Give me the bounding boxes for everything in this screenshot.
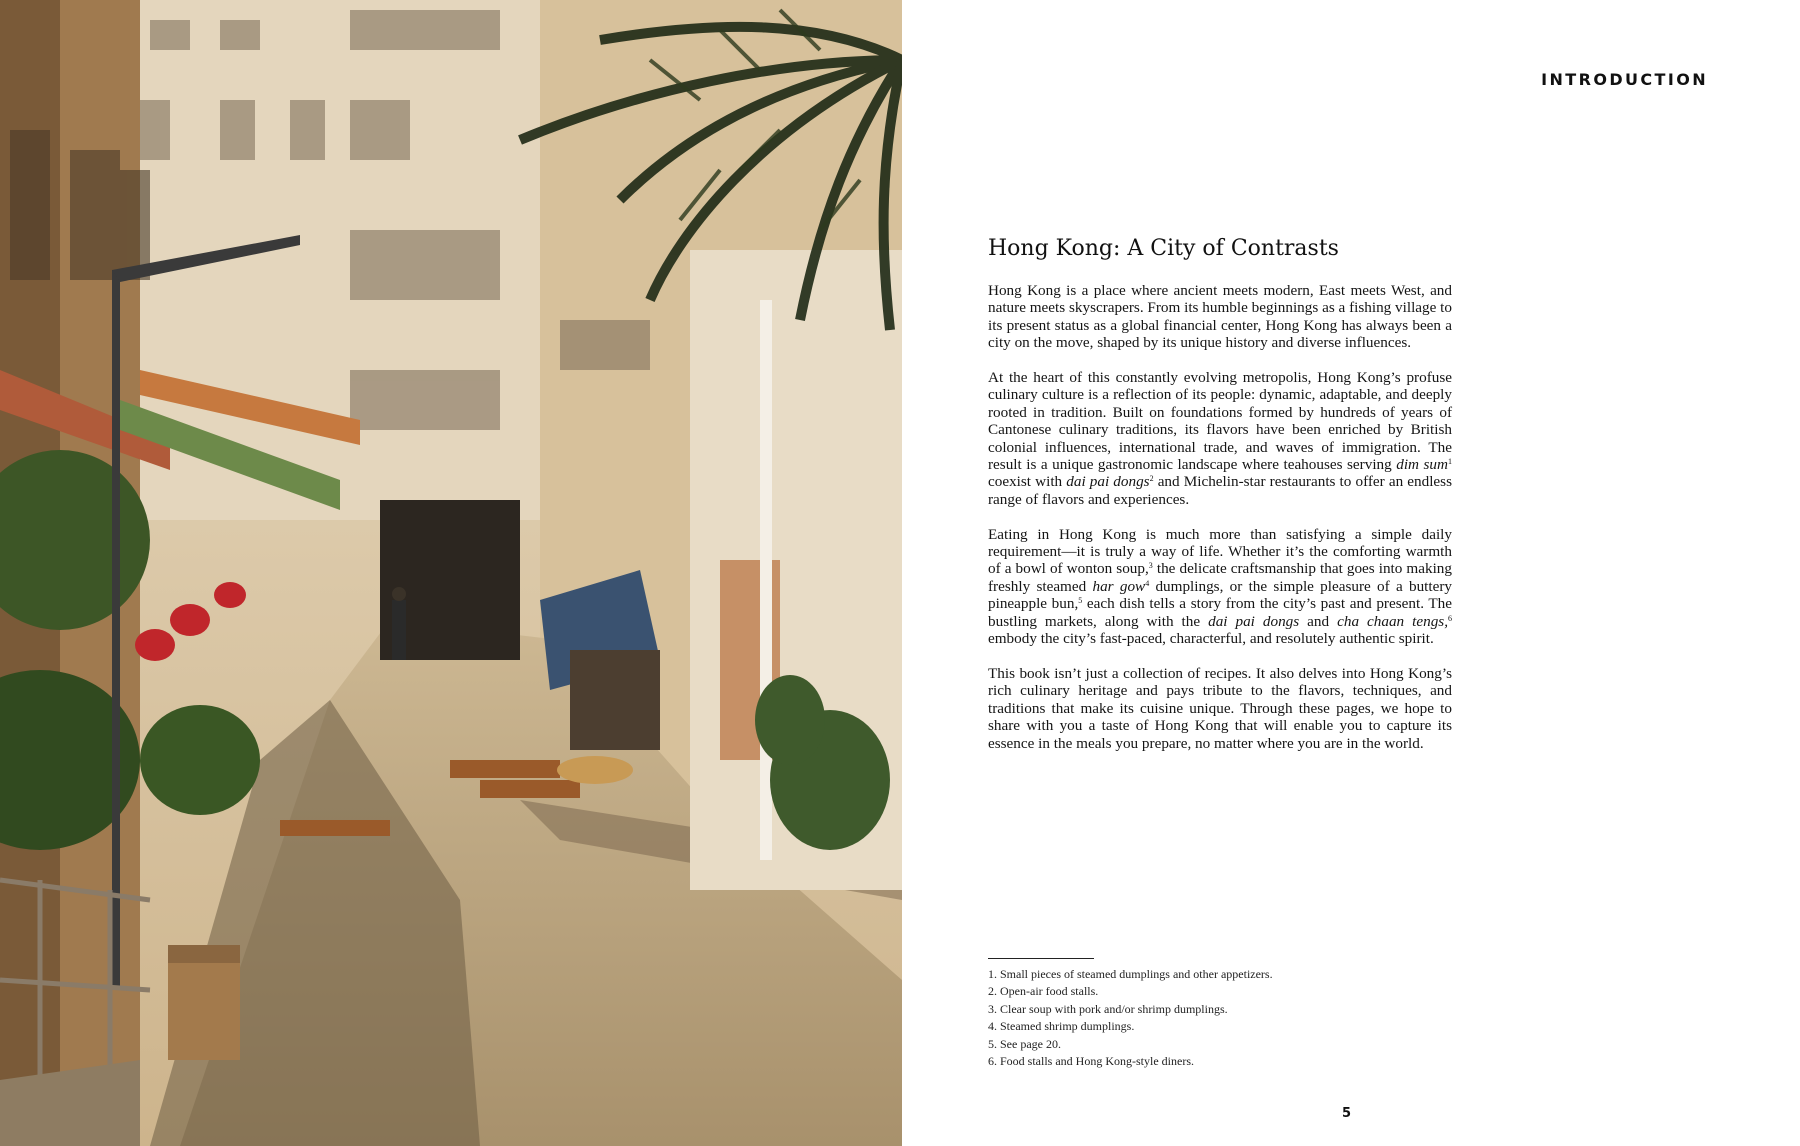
footnotes-list: [988, 966, 1488, 1070]
footnote-item: 6. Food stalls and Hong Kong-style diners.: [988, 1054, 1194, 1069]
footnote-item: 1. Small pieces of steamed dumplings and other appetizers.: [988, 967, 1273, 981]
text-run: dumplings, or the simple pleasure of a buttery pineapple bun,: [988, 577, 1453, 613]
text-run: At the heart of this constantly evolving metropolis, Hong Kong’s profuse culinary culture is a reflection of its people: dynamic, adaptable, and deeply rooted in tradition. Built on foundations formed by hundreds of years of Cantonese culinary traditions, its flavors have been enriched by British colonial influences, international trade, and waves of immigration. The result is a unique gastronomic landscape where teahouses serving: [988, 369, 1452, 474]
footnote-ref: 5: [1078, 596, 1083, 606]
italic-term: har gow: [1092, 577, 1146, 595]
body-paragraph: [988, 282, 1452, 352]
body-paragraph: [988, 369, 1452, 508]
italic-term: cha chaan tengs: [1337, 612, 1445, 630]
footnote-ref: 4: [1145, 578, 1150, 588]
body-paragraph: [988, 665, 1452, 752]
text-run: embody the city’s fast-paced, characterful, and resolutely authentic spirit.: [988, 630, 1434, 648]
footnote-ref: 3: [1148, 561, 1153, 571]
page-number: 5: [1342, 1106, 1352, 1121]
text-run: the delicate craftsmanship that goes into making freshly steamed: [988, 560, 1452, 595]
footnote-rule: [988, 958, 1094, 959]
footnote-item: 5. See page 20.: [988, 1036, 1061, 1051]
footnote-ref: 2: [1149, 474, 1154, 484]
text-run: each dish tells a story from the city’s past and present. The bustling markets, along with the: [988, 595, 1452, 630]
text-run: coexist with: [988, 473, 1067, 491]
italic-term: dai pai dongs: [1066, 473, 1150, 491]
footnote-item: 4. Steamed shrimp dumplings.: [988, 1019, 1135, 1034]
footnote-item: 3. Clear soup with pork and/or shrimp dumplings.: [988, 1001, 1228, 1016]
text-run: Hong Kong is a place where ancient meets modern, East meets West, and nature meets skyscrapers. From its humble beginnings as a fishing village to its present status as a global financial center, Hong Kong has always been a city on the move, shaped by its unique history and diverse influences.: [988, 282, 1452, 352]
text-run: This book isn’t just a collection of recipes. It also delves into Hong Kong’s rich culinary heritage and pays tribute to the flavors, techniques, and traditions that make its cuisine unique. Through these pages, we hope to share with you a taste of Hong Kong that will enable you to capture its essence in the meals you prepare, no matter where you are in the world.: [988, 664, 1452, 752]
footnote-ref: 1: [1448, 457, 1452, 467]
chapter-title: Hong Kong: A City of Contrasts: [988, 236, 1339, 261]
footnote-item: 2. Open-air food stalls.: [988, 984, 1099, 999]
italic-term: dai pai dongs: [1208, 612, 1300, 630]
text-run: and: [1299, 612, 1338, 630]
section-label: INTRODUCTION: [1541, 70, 1708, 89]
italic-term: dim sum: [1396, 456, 1448, 474]
body-paragraph: [988, 526, 1452, 648]
text-page: [902, 0, 1800, 1146]
italic-term: ,: [1444, 612, 1448, 630]
text-run: and Michelin-star restaurants to offer an endless range of flavors and experiences.: [988, 473, 1452, 508]
footnote-ref: 6: [1448, 613, 1452, 623]
text-run: Eating in Hong Kong is much more than satisfying a simple daily requirement—it is truly a way of life. Whether it’s the comforting warmth of a bowl of wonton soup,: [988, 525, 1452, 578]
body-text: [988, 282, 1452, 769]
